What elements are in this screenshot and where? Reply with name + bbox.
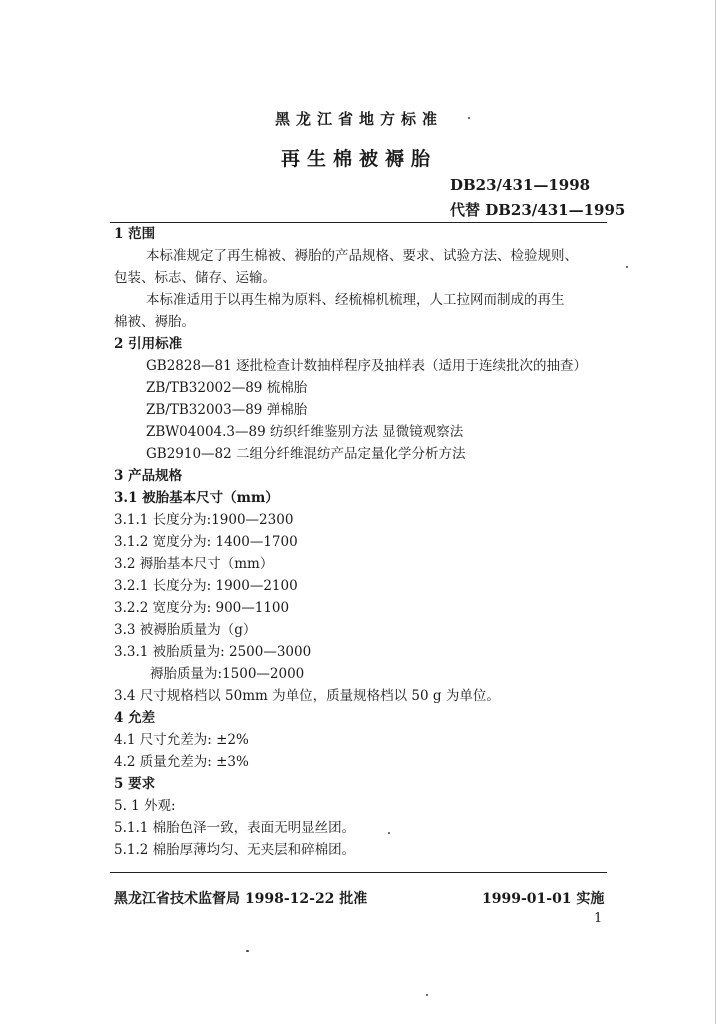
paragraph-line: 包装、标志、储存、运输。: [114, 270, 276, 286]
scan-speck: [626, 266, 628, 268]
clause-line: 3.1 被胎基本尺寸（mm）: [114, 490, 279, 506]
clause-line: 4.1 尺寸允差为: ±2%: [114, 732, 249, 748]
section-heading-references: 2 引用标准: [114, 336, 183, 352]
clause-line: 5.1.1 棉胎色泽一致，表面无明显丝团。: [114, 820, 356, 836]
clause-line: 褥胎质量为:1500—2000: [150, 666, 305, 682]
clause-line: 3.1.1 长度分为:1900—2300: [114, 512, 294, 528]
section-heading-tolerance: 4 允差: [114, 710, 156, 726]
reference-item: GB2828—81 逐批检查计数抽样程序及抽样表（适用于连续批次的抽查）: [146, 358, 588, 374]
implementation-date: 1999-01-01 实施: [482, 891, 605, 907]
clause-line: 5. 1 外观:: [114, 798, 176, 814]
paragraph-line: 本标准规定了再生棉被、褥胎的产品规格、要求、试验方法、检验规则、: [146, 248, 578, 264]
clause-line: 3.3 被褥胎质量为（g）: [114, 622, 257, 638]
scan-speck: [388, 832, 390, 834]
section-heading-specs: 3 产品规格: [114, 468, 183, 484]
footer-divider: [110, 872, 607, 873]
document-body: [114, 223, 614, 861]
scan-speck: [246, 950, 249, 952]
paragraph-line: 棉被、褥胎。: [114, 314, 195, 330]
org-standard-heading: 黑龙江省地方标准: [274, 110, 443, 128]
clause-line: 4.2 质量允差为: ±3%: [114, 754, 249, 770]
replaces-standard: 代替 DB23/431—1995: [450, 201, 626, 219]
document-title: 再生棉被褥胎: [280, 148, 437, 170]
section-heading-scope: 1 范围: [114, 226, 156, 242]
clause-line: 3.2 褥胎基本尺寸（mm）: [114, 556, 274, 572]
clause-line: 3.2.1 长度分为: 1900—2100: [114, 578, 298, 594]
paragraph-line: 本标准适用于以再生棉为原料、经梳棉机梳理，人工拉网而制成的再生: [146, 292, 565, 308]
page-number: 1: [594, 911, 603, 926]
reference-item: ZB/TB32002—89 梳棉胎: [146, 380, 308, 396]
clause-line: 3.3.1 被胎质量为: 2500—3000: [114, 644, 312, 660]
standard-number: DB23/431—1998: [450, 176, 591, 194]
clause-line: 3.2.2 宽度分为: 900—1100: [114, 600, 290, 616]
reference-item: GB2910—82 二组分纤维混纺产品定量化学分析方法: [146, 446, 466, 462]
scan-speck: [426, 994, 428, 996]
clause-line: 3.4 尺寸规格档以 50mm 为单位，质量规格档以 50 g 为单位。: [114, 688, 500, 704]
approval-line: 黑龙江省技术监督局 1998-12-22 批准: [114, 891, 368, 907]
reference-item: ZBW04004.3—89 纺织纤维鉴别方法 显微镜观察法: [146, 424, 464, 440]
reference-item: ZB/TB32003—89 弹棉胎: [146, 402, 308, 418]
section-heading-requirements: 5 要求: [114, 776, 156, 792]
clause-line: 3.1.2 宽度分为: 1400—1700: [114, 534, 298, 550]
scan-speck: [468, 117, 470, 119]
clause-line: 5.1.2 棉胎厚薄均匀、无夹层和碎棉团。: [114, 842, 356, 858]
